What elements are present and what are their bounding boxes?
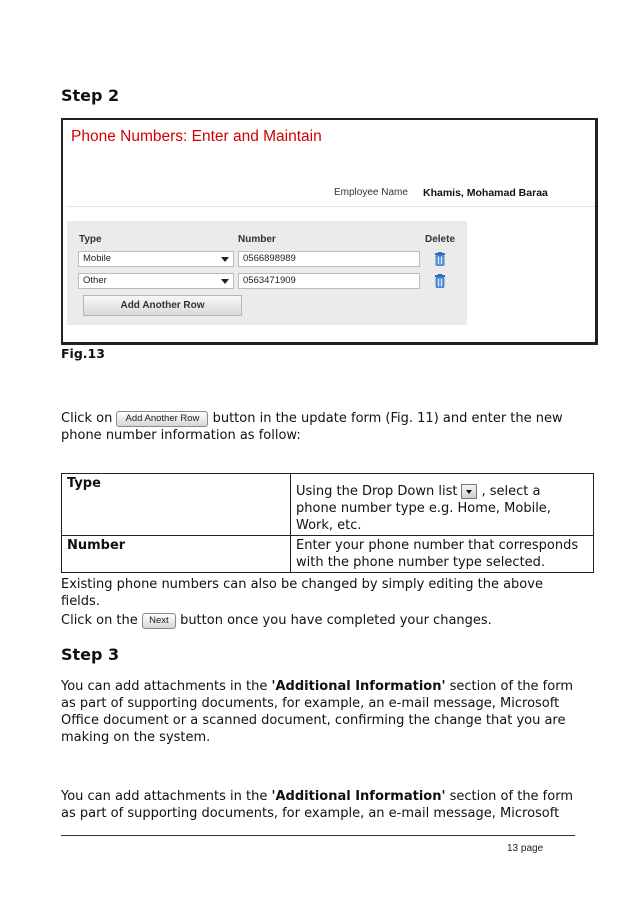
text: with the phone number type selected. — [296, 555, 546, 570]
table-key: Number — [62, 536, 291, 573]
text: Using the Drop Down list — [296, 484, 458, 499]
text: section of the form — [445, 679, 573, 694]
type-select-value: Mobile — [83, 253, 111, 264]
text: Work, etc. — [296, 518, 362, 533]
figure-title: Phone Numbers: Enter and Maintain — [71, 128, 322, 145]
edit-note-paragraph — [61, 576, 591, 629]
chevron-down-icon — [221, 279, 229, 284]
text: button in the update form (Fig. 11) and enter the new — [212, 411, 563, 426]
text: Enter your phone number that corresponds — [296, 538, 579, 553]
text: phone number information as follow: — [61, 428, 301, 443]
next-inline-button: Next — [142, 613, 176, 629]
number-input-value: 0563471909 — [243, 275, 296, 286]
table-value — [291, 536, 594, 573]
text: 'Additional Information' — [271, 789, 446, 804]
type-select-value: Other — [83, 275, 107, 286]
employee-name-label: Employee Name — [334, 187, 408, 198]
text: , select a — [481, 484, 541, 499]
text: Click on — [61, 411, 113, 426]
number-input[interactable] — [238, 251, 420, 267]
employee-name-value: Khamis, Mohamad Baraa — [423, 187, 548, 199]
text: as part of supporting documents, for example, an e-mail message, Microsoft — [61, 696, 560, 711]
table-row — [62, 536, 594, 573]
column-number-header: Number — [238, 234, 276, 245]
step-2-heading: Step 2 — [61, 86, 120, 105]
footer-divider — [61, 835, 575, 836]
step-3-heading: Step 3 — [61, 645, 120, 664]
page-number: 13 page — [507, 843, 544, 854]
text: Existing phone numbers can also be changed by simply editing the above — [61, 577, 543, 592]
chevron-down-icon — [221, 257, 229, 262]
trash-icon[interactable] — [434, 252, 446, 266]
text: Click on the — [61, 613, 138, 628]
add-another-row-inline-button: Add Another Row — [116, 411, 208, 427]
text: phone number type e.g. Home, Mobile, — [296, 501, 551, 516]
text: section of the form — [445, 789, 573, 804]
attachments-paragraph-repeat — [61, 788, 581, 822]
type-select[interactable] — [78, 273, 234, 289]
text: You can add attachments in the — [61, 679, 272, 694]
text: button once you have completed your changes. — [180, 613, 492, 628]
figure-caption: Fig.13 — [61, 346, 105, 361]
table-value — [291, 474, 594, 536]
text: fields. — [61, 594, 100, 609]
attachments-paragraph — [61, 678, 581, 746]
column-type-header: Type — [79, 234, 102, 245]
column-delete-header: Delete — [425, 234, 456, 245]
trash-icon[interactable] — [434, 274, 446, 288]
text: 'Additional Information' — [271, 679, 446, 694]
figure-phone-numbers — [61, 118, 598, 345]
text: Office document or a scanned document, confirming the change that you are — [61, 713, 566, 728]
text: as part of supporting documents, for example, an e-mail message, Microsoft — [61, 806, 560, 821]
number-input-value: 0566898989 — [243, 253, 296, 264]
table-key: Type — [62, 474, 291, 536]
instruction-paragraph — [61, 410, 591, 444]
dropdown-icon — [461, 484, 477, 499]
type-select[interactable] — [78, 251, 234, 267]
divider — [67, 206, 595, 207]
field-description-table — [61, 473, 594, 573]
number-input[interactable] — [238, 273, 420, 289]
table-row — [62, 474, 594, 536]
add-another-row-button[interactable]: Add Another Row — [83, 295, 242, 316]
text: making on the system. — [61, 730, 211, 745]
text: You can add attachments in the — [61, 789, 272, 804]
